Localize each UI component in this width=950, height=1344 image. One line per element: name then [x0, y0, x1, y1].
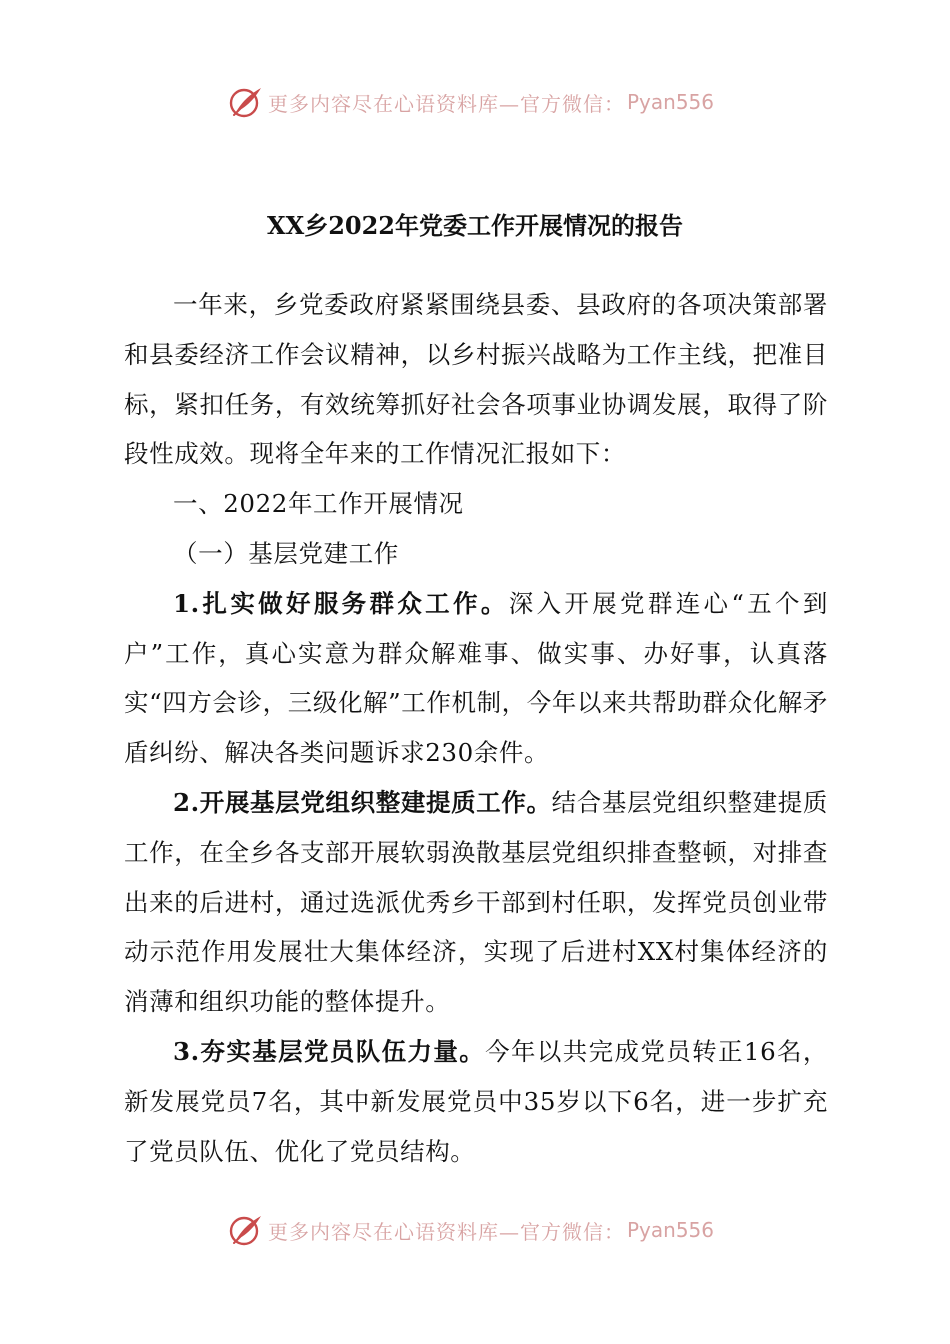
section-heading: 一、2022年工作开展情况 — [173, 489, 464, 519]
document-body — [124, 280, 828, 1176]
quill-logo-icon — [228, 84, 264, 120]
watermark-footer — [228, 1210, 748, 1250]
item-lead: 3.夯实基层党员队伍力量。 — [173, 1036, 486, 1066]
watermark-text: 更多内容尽在心语资料库—官方微信： — [268, 91, 625, 116]
item-paragraph-2 — [124, 778, 828, 1027]
item-paragraph-3 — [124, 1027, 828, 1176]
watermark-header — [228, 82, 748, 122]
watermark-wechat-id: Pyan556 — [627, 90, 715, 114]
item-lead: 1.扎实做好服务群众工作。 — [173, 588, 509, 618]
item-text: 今年以共完成党员转正16名，新发展党员7名，其中新发展党员中35岁以下6名，进一步扩充了党员队伍、优化了党员结构。 — [124, 1036, 828, 1166]
quill-logo-icon — [228, 1212, 264, 1248]
document-title: XX乡2022年党委工作开展情况的报告 — [266, 211, 684, 240]
subsection-heading: （一）基层党建工作 — [173, 538, 399, 568]
watermark-text: 更多内容尽在心语资料库—官方微信： — [268, 1219, 625, 1244]
item-paragraph-1 — [124, 579, 828, 778]
watermark-wechat-id: Pyan556 — [627, 1218, 715, 1242]
intro-paragraph: 一年来，乡党委政府紧紧围绕县委、县政府的各项决策部署和县委经济工作会议精神，以乡村振兴战略为工作主线，把准目标，紧扣任务，有效统筹抓好社会各项事业协调发展，取得了阶段性成效。现将全年来的工作情况汇报如下： — [124, 290, 828, 469]
item-text: 深入开展党群连心“五个到户”工作，真心实意为群众解难事、做实事、办好事，认真落实“四方会诊，三级化解”工作机制，今年以来共帮助群众化解矛盾纠纷、解决各类问题诉求230余件。 — [124, 588, 828, 768]
item-text: 结合基层党组织整建提质工作，在全乡各支部开展软弱涣散基层党组织排查整顿，对排查出来的后进村，通过选派优秀乡干部到村任职，发挥党员创业带动示范作用发展壮大集体经济，实现了后进村XX村集体经济的消薄和组织功能的整体提升。 — [124, 787, 828, 1017]
item-lead: 2.开展基层党组织整建提质工作。 — [173, 787, 552, 817]
